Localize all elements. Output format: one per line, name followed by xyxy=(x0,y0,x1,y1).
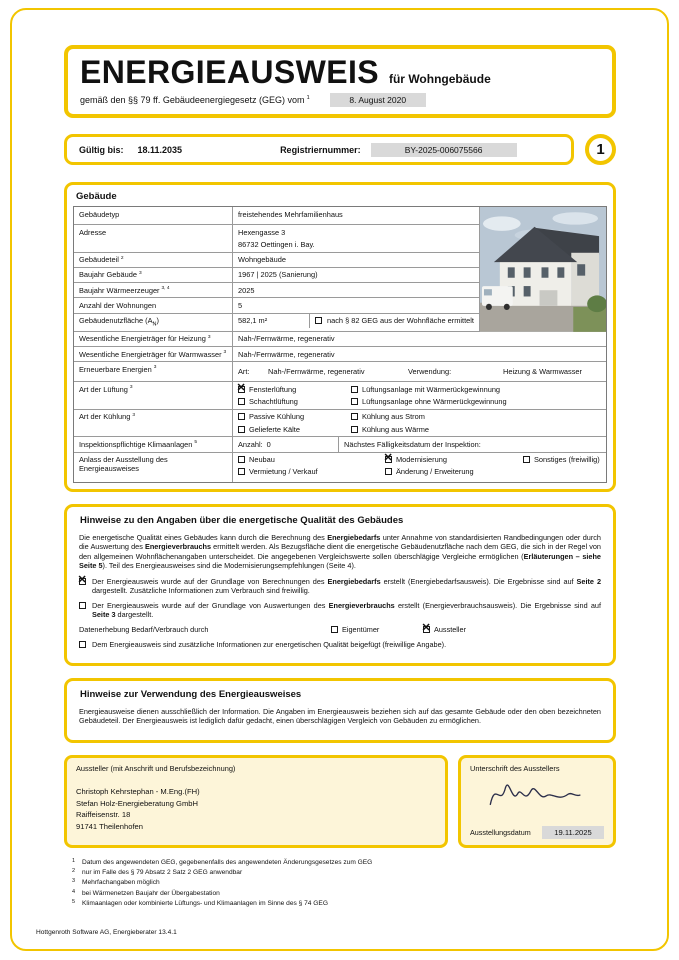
row-label: Art der Lüftung $^3$ xyxy=(79,384,133,394)
checkbox-label: Neubau xyxy=(249,455,275,465)
row-label: Art der Kühlung $^3$ xyxy=(79,412,136,422)
table-row xyxy=(74,298,479,313)
bedarf-option xyxy=(79,577,601,596)
issuer-address-box xyxy=(64,755,448,848)
row-label: Baujahr Gebäude $^3$ xyxy=(79,270,142,280)
checkbox-label: Eigentümer xyxy=(342,625,380,635)
footnote: 3 Mehrfachangaben möglich xyxy=(72,878,160,887)
row-label: Anlass der Ausstellung des Energieausweises xyxy=(79,455,168,474)
footnote: 1 Datum des angewendeten GEG, gegebenenfalls des angewendeten Änderungsgesetzes zum GEG xyxy=(72,857,373,866)
checkbox-label: Sonstiges (freiwillig) xyxy=(534,455,600,465)
footnote-marker: 2 xyxy=(120,255,124,261)
issue-date-label: Ausstellungsdatum xyxy=(470,827,531,837)
software-footer: Hottgenroth Software AG, Energieberater 13.4.1 xyxy=(36,929,177,936)
valid-until-label: Gültig bis: xyxy=(79,144,124,155)
building-photo xyxy=(479,207,606,332)
option-item xyxy=(238,397,345,406)
quality-intro: Die energetische Qualität eines Gebäudes kann durch die Berechnung des Energiebedarfs unter Annahme von standardisierten Randbedingungen oder durch die Auswertung des Energieverbrauchs ermittelt werden. Als Bezugsfläche dient die energetische Gebäudenutzfläche nach dem GEG, die sich in der Regel von den allgemeinen Wohnflächenangaben unterscheidet. Die angegebenen Vergleichswerte sollen überschlägige Vergleiche ermöglichen (Erläuterungen – siehe Seite 5). Teil des Energieausweises sind die Modernisierungsempfehlungen (Seite 4). xyxy=(79,532,601,571)
law-reference: gemäß den §§ 79 ff. Gebäudeenergiegesetz (GEG) vom $^1$ xyxy=(80,95,310,105)
checkbox[interactable] xyxy=(238,413,245,420)
building-section-title: Gebäude xyxy=(76,191,117,202)
document-subtitle: für Wohngebäude xyxy=(388,72,491,86)
area-value-cell: 582,1 m² xyxy=(233,314,310,328)
issue-date-row xyxy=(470,826,604,839)
table-row xyxy=(74,268,479,283)
option-item xyxy=(351,425,601,434)
header-box xyxy=(64,45,616,118)
checkbox-label: Lüftungsanlage ohne Wärmerückgewinnung xyxy=(362,397,507,407)
reason-options xyxy=(238,455,601,477)
renewable-art-value: Nah-/Fernwärme, regenerativ xyxy=(268,367,365,377)
checkbox[interactable] xyxy=(423,626,430,633)
row-value: 1967 | 2025 (Sanierung) xyxy=(232,268,479,282)
valid-until-value: 18.11.2035 xyxy=(137,144,183,155)
table-row xyxy=(74,314,479,332)
checkbox[interactable] xyxy=(79,641,86,648)
checkbox-label: Passive Kühlung xyxy=(249,412,305,422)
row-value xyxy=(232,314,479,331)
option-item xyxy=(385,467,517,476)
checkbox[interactable] xyxy=(351,426,358,433)
row-label: Inspektionspflichtige Klimaanlagen $^5$ xyxy=(79,439,198,449)
option-item xyxy=(351,385,601,394)
table-row xyxy=(74,347,606,362)
checkbox[interactable] xyxy=(79,602,86,609)
usage-text: Energieausweise dienen ausschließlich der Information. Die Angaben im Energieausweis beziehen sich auf das gesamte Gebäude oder den oben bezeichneten Gebäudeteil. Der Energieausweis ist lediglich dafür gedacht, einen überschlägigen Vergleich von Gebäuden zu ermöglichen. xyxy=(79,706,601,726)
checkbox[interactable] xyxy=(523,456,530,463)
registry-label: Registriernummer: xyxy=(280,144,361,155)
table-row xyxy=(74,207,479,225)
area-checkbox-cell xyxy=(310,314,479,328)
checkbox[interactable] xyxy=(385,456,392,463)
table-row xyxy=(74,453,606,482)
checkbox[interactable] xyxy=(315,317,322,324)
issuer-line: 91741 Theilenhofen xyxy=(76,822,143,832)
footnote-marker: 3 xyxy=(129,385,133,391)
row-value: Nah-/Fernwärme, regenerativ xyxy=(232,332,606,346)
table-row xyxy=(74,253,479,268)
footnote-marker: 1 xyxy=(306,95,310,101)
option-item xyxy=(351,397,601,406)
usage-section-title: Hinweise zur Verwendung des Energieausweises xyxy=(80,688,302,700)
checkbox-label: Modernisierung xyxy=(396,455,447,465)
footnote-marker: 3 xyxy=(132,412,136,418)
footnote-marker: 3 xyxy=(223,350,227,356)
row-value xyxy=(232,225,479,252)
checkbox-label: Der Energieausweis wurde auf der Grundlage von Berechnungen des Energiebedarfs erstellt (Energiebedarfsausweis). Die Ergebnisse sind auf Seite 2 dargestellt. Zusätzliche Informationen zum Verbrauch sind freiwillig. xyxy=(92,576,602,596)
signature xyxy=(476,774,606,812)
option-item xyxy=(238,467,379,476)
law-date-field: 8. August 2020 xyxy=(330,93,426,107)
building-table-photo-rows xyxy=(74,207,606,332)
option-item xyxy=(238,412,345,421)
row-label: Wesentliche Energieträger für Warmwasser $^3$ xyxy=(79,349,227,359)
cooling-options xyxy=(238,412,601,434)
ventilation-options xyxy=(238,385,601,407)
hvac-due-cell: Nächstes Fälligkeitsdatum der Inspektion: xyxy=(344,439,481,449)
footnotes xyxy=(64,858,616,909)
row-value: freistehendes Mehrfamilienhaus xyxy=(232,207,479,224)
table-row xyxy=(74,225,479,253)
signature-title: Unterschrift des Ausstellers xyxy=(470,763,560,773)
row-value xyxy=(232,382,606,409)
data-collection-row xyxy=(79,625,601,634)
checkbox-label: Lüftungsanlage mit Wärmerückgewinnung xyxy=(362,384,501,394)
option-item xyxy=(331,625,423,634)
issuer-title: Aussteller (mit Anschrift und Berufsbezeichnung) xyxy=(76,763,236,773)
option-item xyxy=(238,455,379,464)
row-value: 2025 xyxy=(232,283,479,297)
checkbox-label: Gelieferte Kälte xyxy=(249,424,300,434)
registry-number-field: BY-2025-006075566 xyxy=(371,143,517,157)
row-label: Gebäudetyp xyxy=(79,209,120,219)
row-label: Wesentliche Energieträger für Heizung $^3$ xyxy=(79,334,211,344)
row-value xyxy=(232,362,606,381)
checkbox[interactable] xyxy=(351,398,358,405)
building-table xyxy=(73,206,607,483)
checkbox-label: Schachtlüftung xyxy=(249,397,298,407)
row-label: Adresse xyxy=(79,227,107,237)
checkbox-label: Aussteller xyxy=(434,625,467,635)
row-label: Erneuerbare Energien $^3$ xyxy=(79,364,157,374)
footnote: 2 nur im Falle des § 79 Absatz 2 Satz 2 GEG anwendbar xyxy=(72,868,243,877)
checkbox[interactable] xyxy=(238,468,245,475)
renewable-art-label: Art: xyxy=(238,367,250,377)
document-title: ENERGIEAUSWEIS xyxy=(80,54,379,90)
quality-section xyxy=(64,504,616,666)
checkbox-label: Fensterlüftung xyxy=(249,384,297,394)
footnote-marker: 3 xyxy=(153,365,157,371)
row-label: Anzahl der Wohnungen xyxy=(79,300,157,310)
checkbox[interactable] xyxy=(238,456,245,463)
footnote-marker: 5 xyxy=(194,440,198,446)
row-label: Gebäudeteil $^2$ xyxy=(79,255,124,264)
address-line: Hexengasse 3 xyxy=(238,227,286,237)
footnote-marker: 3 xyxy=(138,270,142,276)
checkbox[interactable] xyxy=(385,468,392,475)
option-item xyxy=(238,425,345,434)
issuer-address xyxy=(76,786,436,833)
row-label: Baujahr Wärmeerzeuger $^{3, 4}$ xyxy=(79,285,170,295)
address-line: 86732 Oettingen i. Bay. xyxy=(238,239,315,249)
footnote-marker: 3, 4 xyxy=(161,286,170,292)
table-row xyxy=(74,437,606,452)
table-row xyxy=(74,362,606,382)
validity-row xyxy=(64,134,616,165)
footnote: 4 bei Wärmenetzen Baujahr der Übergabestation xyxy=(72,888,220,897)
usage-section xyxy=(64,678,616,743)
renewable-use-label: Verwendung: xyxy=(408,367,452,377)
checkbox[interactable] xyxy=(79,578,86,585)
issuer-line: Stefan Holz-Energieberatung GmbH xyxy=(76,798,198,808)
row-value xyxy=(232,437,606,451)
checkbox-label: Kühlung aus Wärme xyxy=(362,424,429,434)
table-row xyxy=(74,332,606,347)
row-value: Wohngebäude xyxy=(232,253,479,267)
page-number-badge: 1 xyxy=(585,134,616,165)
renewable-use-value: Heizung & Warmwasser xyxy=(503,367,582,377)
hvac-count-cell: Anzahl: 0 xyxy=(233,437,339,451)
table-row xyxy=(74,382,606,410)
data-collection-label: Datenerhebung Bedarf/Verbrauch durch xyxy=(79,625,209,635)
checkbox[interactable] xyxy=(331,626,338,633)
checkbox-label: Änderung / Erweiterung xyxy=(396,467,474,477)
option-item xyxy=(523,455,601,464)
option-item xyxy=(238,385,345,394)
checkbox-label: Der Energieausweis wurde auf der Grundlage von Auswertungen des Energieverbrauchs erstellt (Energieverbrauchsausweis). Die Ergebnisse sind auf Seite 3 dargestellt. xyxy=(92,600,601,619)
checkbox-label: Kühlung aus Strom xyxy=(362,412,425,422)
row-value xyxy=(232,410,606,437)
option-item xyxy=(423,625,515,634)
checkbox[interactable] xyxy=(238,386,245,393)
checkbox[interactable] xyxy=(351,386,358,393)
checkbox-label: Vermietung / Verkauf xyxy=(249,467,318,477)
checkbox[interactable] xyxy=(238,398,245,405)
issuer-line: Christoph Kehrstephan - M.Eng.(FH) xyxy=(76,786,200,796)
verbrauch-option xyxy=(79,601,601,620)
footnote-marker: 3 xyxy=(207,334,211,340)
option-item xyxy=(351,412,601,421)
row-value: 5 xyxy=(232,298,479,312)
signature-box xyxy=(458,755,616,848)
table-row xyxy=(74,283,479,298)
checkbox[interactable] xyxy=(351,413,358,420)
energieausweis-page xyxy=(64,45,616,909)
option-item xyxy=(385,455,517,464)
row-value: Nah-/Fernwärme, regenerativ xyxy=(232,347,606,361)
validity-box xyxy=(64,134,574,165)
issuer-line: Raiffeisenstr. 18 xyxy=(76,810,131,820)
row-label: Gebäudenutzfläche $(A_N)$ xyxy=(79,316,159,328)
building-section xyxy=(64,182,616,492)
row-value xyxy=(232,453,606,482)
issue-date-field: 19.11.2025 xyxy=(542,826,604,839)
checkbox-label: Dem Energieausweis sind zusätzliche Informationen zur energetischen Qualität beigefügt (freiwillige Angabe). xyxy=(92,640,447,650)
extra-info-option xyxy=(79,640,601,649)
checkbox-label: nach § 82 GEG aus der Wohnfläche ermittelt xyxy=(327,316,474,325)
footnote: 5 Klimaanlagen oder kombinierte Lüftungs- und Klimaanlagen im Sinne des § 74 GEG xyxy=(72,898,328,907)
checkbox[interactable] xyxy=(238,426,245,433)
table-row xyxy=(74,410,606,438)
issuer-row xyxy=(64,755,616,848)
quality-section-title: Hinweise zu den Angaben über die energetische Qualität des Gebäudes xyxy=(80,514,404,526)
